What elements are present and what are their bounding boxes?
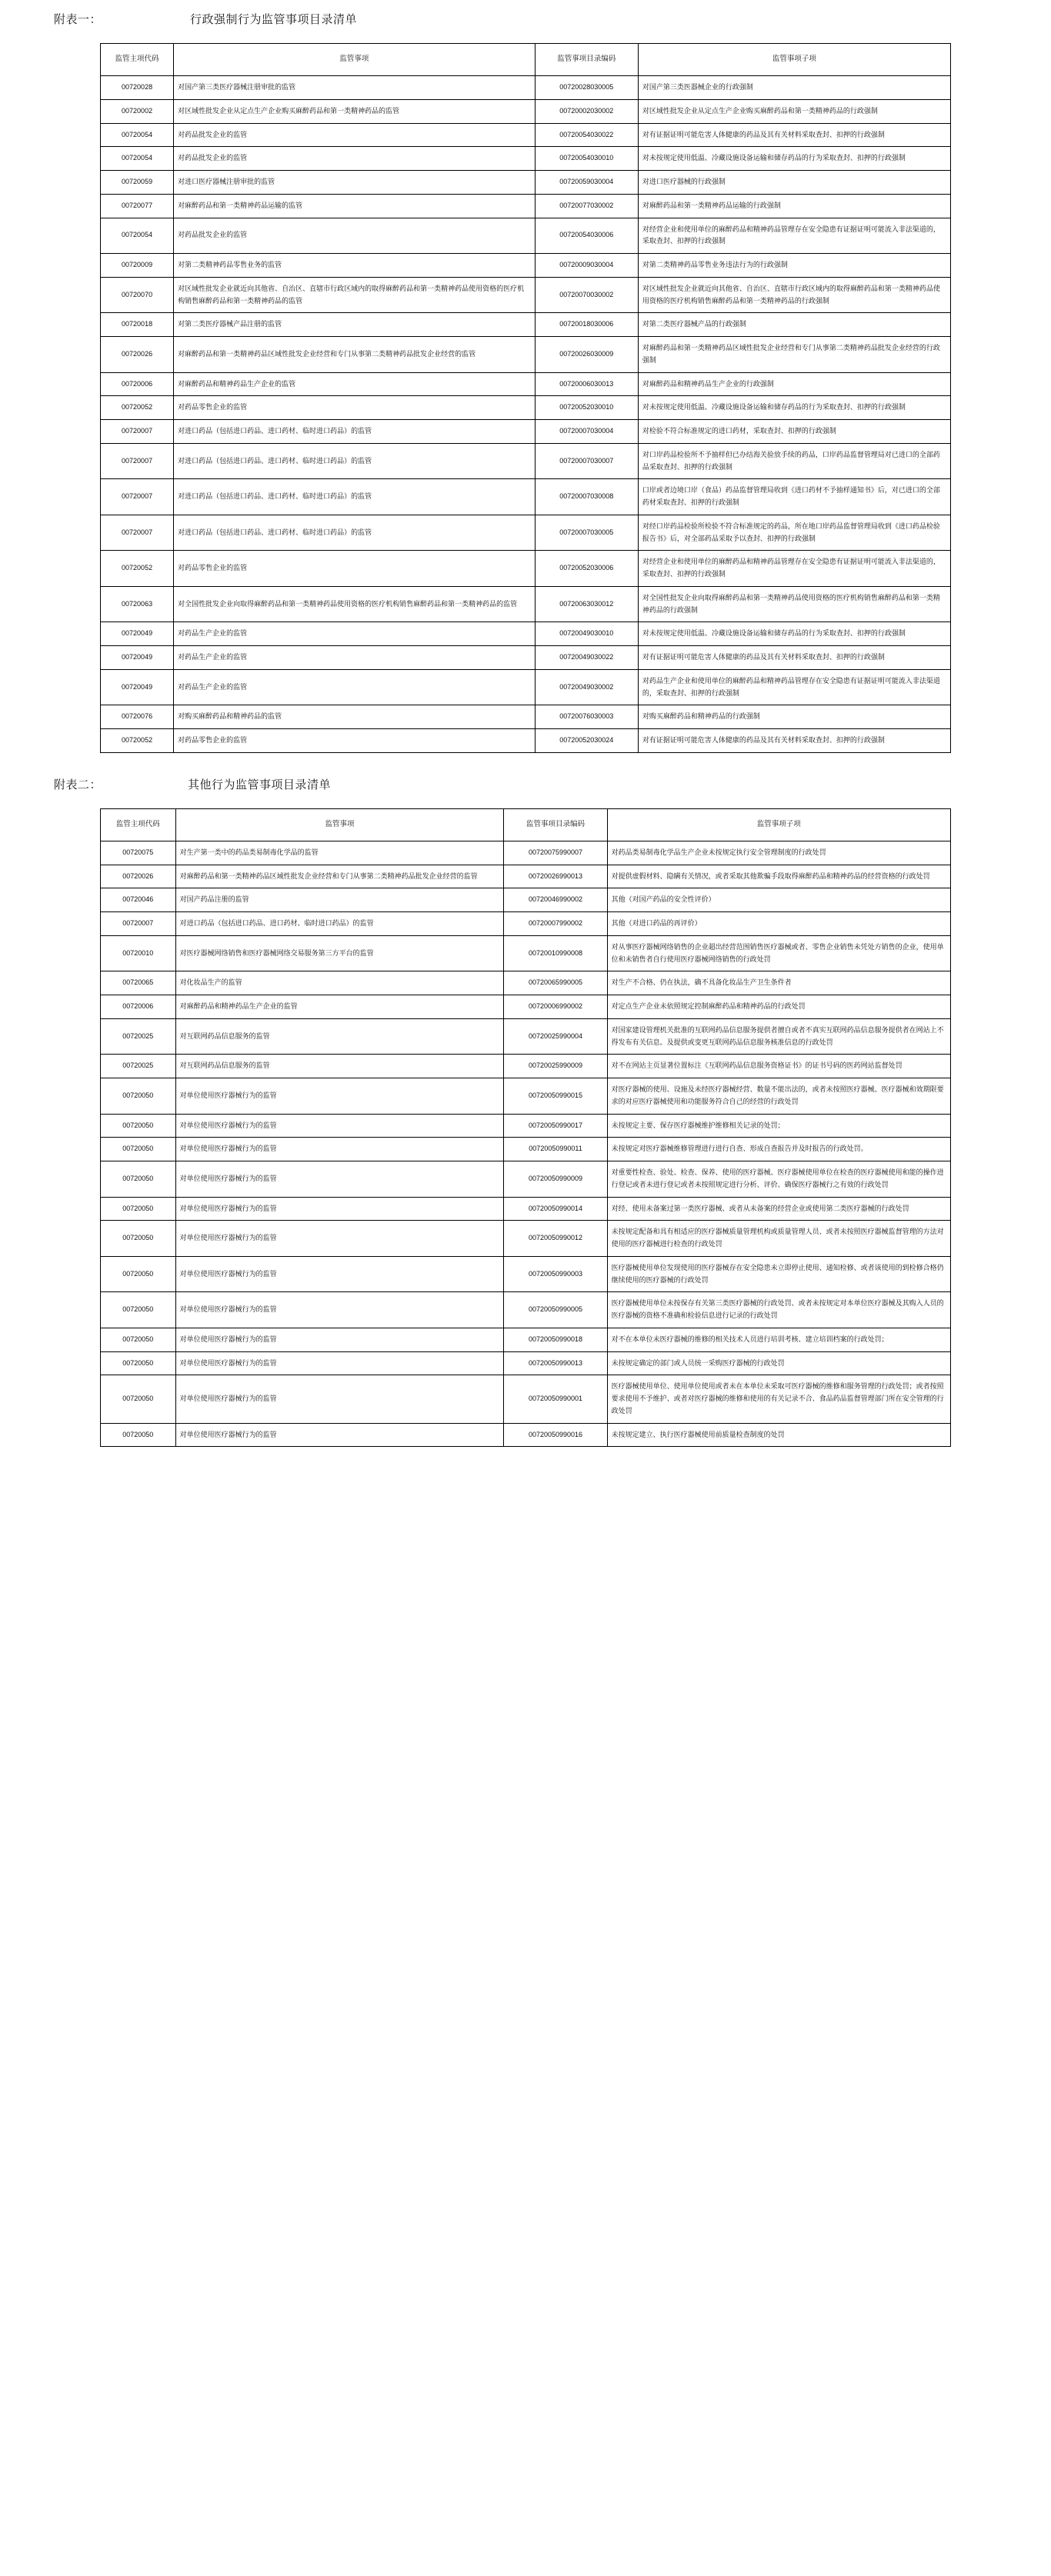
cell-supervision-item: 对单位使用医疗器械行为的监管: [175, 1114, 504, 1138]
table-row: [101, 1375, 951, 1423]
table-body-two: [101, 841, 951, 1447]
cell-supervision-item: 对单位使用医疗器械行为的监管: [175, 1078, 504, 1115]
table-row: [101, 971, 951, 995]
cell-supervision-main-code: 00720052: [101, 729, 174, 753]
cell-supervision-item: 对购买麻醉药品和精神药品的监管: [174, 705, 536, 729]
cell-supervision-main-code: 00720050: [101, 1292, 176, 1328]
cell-directory-code: 00720052030010: [535, 396, 638, 420]
section-attachment-one: [0, 0, 1051, 753]
cell-supervision-item: 对麻醉药品和精神药品生产企业的监管: [175, 995, 504, 1019]
table-row: [101, 1161, 951, 1198]
cell-supervision-item: 对区域性批发企业从定点生产企业购买麻醉药品和第一类精神药品的监管: [174, 99, 536, 123]
cell-directory-code: 00720050990005: [504, 1292, 607, 1328]
cell-directory-code: 00720026030009: [535, 337, 638, 373]
cell-directory-code: 00720007030007: [535, 443, 638, 479]
cell-supervision-main-code: 00720046: [101, 888, 176, 912]
cell-supervision-item: 对药品批发企业的监管: [174, 147, 536, 171]
table-row: [101, 254, 951, 278]
cell-supervision-item: 对互联网药品信息服务的监管: [175, 1055, 504, 1078]
cell-directory-code: 00720070030002: [535, 277, 638, 313]
cell-supervision-main-code: 00720018: [101, 313, 174, 337]
cell-directory-code: 00720050990018: [504, 1328, 607, 1351]
cell-directory-code: 00720010990008: [504, 935, 607, 971]
cell-supervision-main-code: 00720077: [101, 194, 174, 218]
cell-supervision-main-code: 00720025: [101, 1055, 176, 1078]
cell-supervision-sub-item: 其他（对进口药品的再评价）: [607, 912, 950, 936]
cell-supervision-main-code: 00720007: [101, 443, 174, 479]
cell-supervision-sub-item: 对麻醉药品和第一类精神药品区域性批发企业经营和专门从事第二类精神药品批发企业经营的行政强制: [638, 337, 950, 373]
table-row: [101, 1221, 951, 1257]
cell-supervision-item: 对化妆品生产的监管: [175, 971, 504, 995]
cell-supervision-sub-item: 对不在本单位未医疗器械的维修的相关技术人员进行培训考核、建立培训档案的行政处罚；: [607, 1328, 950, 1351]
table-row: [101, 123, 951, 147]
cell-directory-code: 00720006030013: [535, 372, 638, 396]
cell-supervision-sub-item: 口岸或者边境口岸（食品）药品监督管理局收到《进口药材不予抽样通知书》后，对已进口的全部药材采取查封、扣押的行政强制: [638, 479, 950, 515]
table-row: [101, 277, 951, 313]
cell-supervision-item: 对进口药品（包括进口药品、进口药材、临时进口药品）的监管: [175, 912, 504, 936]
table-row: [101, 912, 951, 936]
title-row-one: [0, 11, 1051, 35]
cell-directory-code: 00720077030002: [535, 194, 638, 218]
cell-supervision-main-code: 00720070: [101, 277, 174, 313]
cell-directory-code: 00720018030006: [535, 313, 638, 337]
cell-supervision-main-code: 00720054: [101, 147, 174, 171]
cell-supervision-item: 对生产第一类中的药品类易制毒化学品的监管: [175, 841, 504, 865]
cell-supervision-main-code: 00720054: [101, 218, 174, 254]
cell-supervision-item: 对进口药品（包括进口药品、进口药材、临时进口药品）的监管: [174, 443, 536, 479]
table-row: [101, 443, 951, 479]
cell-supervision-main-code: 00720050: [101, 1161, 176, 1198]
cell-supervision-sub-item: 对药品类易制毒化学品生产企业未按规定执行安全管理制度的行政处罚: [607, 841, 950, 865]
cell-supervision-sub-item: 对购买麻醉药品和精神药品的行政强制: [638, 705, 950, 729]
table-row: [101, 1018, 951, 1055]
cell-supervision-sub-item: 医疗器械使用单位发现使用的医疗器械存在安全隐患未立即停止使用、通知检修、或者该使用的到检修合格仍继续使用的医疗器械的行政处罚: [607, 1256, 950, 1292]
cell-directory-code: 00720006990002: [504, 995, 607, 1019]
cell-supervision-sub-item: 医疗器械使用单位未按保存有关第三类医疗器械的行政处罚、或者未按规定对本单位医疗器械及其购入人员的医疗器械的资格不准确和检验信息进行记录的行政处罚: [607, 1292, 950, 1328]
cell-supervision-main-code: 00720049: [101, 669, 174, 705]
table-row: [101, 935, 951, 971]
cell-directory-code: 00720050990001: [504, 1375, 607, 1423]
cell-supervision-sub-item: 对未按规定使用低温、冷藏设施设备运输和储存药品的行为采取查封、扣押的行政强制: [638, 147, 950, 171]
cell-supervision-sub-item: 对生产不合格、仍在执法，确不具备化妆品生产卫生条件者: [607, 971, 950, 995]
document-title-one: 行政强制行为监管事项目录清单: [190, 13, 358, 26]
column-header-item: 监管事项: [175, 808, 504, 841]
cell-supervision-item: 对区域性批发企业就近向其他省、自治区、直辖市行政区域内的取得麻醉药品和第一类精神药品使用资格的医疗机构销售麻醉药品和第一类精神药品的监管: [174, 277, 536, 313]
column-header-sub-item: 监管事项子项: [638, 44, 950, 76]
cell-directory-code: 00720050990009: [504, 1161, 607, 1198]
page-bottom-spacer: [0, 1447, 1051, 1478]
table-row: [101, 396, 951, 420]
cell-directory-code: 00720050990014: [504, 1197, 607, 1221]
cell-directory-code: 00720028030005: [535, 76, 638, 100]
cell-supervision-sub-item: 对麻醉药品和第一类精神药品运输的行政强制: [638, 194, 950, 218]
cell-directory-code: 00720049030022: [535, 646, 638, 670]
table-wrap-two: [0, 801, 1051, 1448]
cell-supervision-main-code: 00720050: [101, 1375, 176, 1423]
table-row: [101, 171, 951, 195]
column-header-sub-item: 监管事项子项: [607, 808, 950, 841]
column-header-dir-code: 监管事项目录编码: [504, 808, 607, 841]
cell-supervision-main-code: 00720050: [101, 1221, 176, 1257]
table-row: [101, 479, 951, 515]
cell-supervision-main-code: 00720006: [101, 995, 176, 1019]
table-wrap-one: [0, 35, 1051, 753]
cell-supervision-item: 对单位使用医疗器械行为的监管: [175, 1138, 504, 1161]
cell-directory-code: 00720059030004: [535, 171, 638, 195]
section-attachment-two: [0, 753, 1051, 1448]
cell-supervision-sub-item: 对提供虚假材料、隐瞒有关情况，或者采取其他欺骗手段取得麻醉药品和精神药品的经营资格的行政处罚: [607, 865, 950, 888]
cell-directory-code: 00720054030022: [535, 123, 638, 147]
cell-supervision-main-code: 00720050: [101, 1423, 176, 1447]
table-row: [101, 76, 951, 100]
table-row: [101, 841, 951, 865]
cell-supervision-main-code: 00720076: [101, 705, 174, 729]
cell-supervision-sub-item: 对未按规定使用低温、冷藏设施设备运输和储存药品的行为采取查封、扣押的行政强制: [638, 396, 950, 420]
table-body-one: [101, 76, 951, 753]
catalog-table-one: [100, 43, 951, 753]
header-row: [101, 44, 951, 76]
cell-supervision-sub-item: 对第二类医疗器械产品的行政强制: [638, 313, 950, 337]
cell-supervision-item: 对第二类精神药品零售业务的监管: [174, 254, 536, 278]
cell-supervision-main-code: 00720065: [101, 971, 176, 995]
table-row: [101, 1292, 951, 1328]
document-title-two: 其他行为监管事项目录清单: [188, 778, 332, 791]
table-row: [101, 1423, 951, 1447]
cell-supervision-item: 对单位使用医疗器械行为的监管: [175, 1423, 504, 1447]
table-row: [101, 147, 951, 171]
table-row: [101, 888, 951, 912]
table-row: [101, 995, 951, 1019]
cell-supervision-sub-item: 对全国性批发企业向取得麻醉药品和第一类精神药品使用资格的医疗机构销售麻醉药品和第一类精神药品的行政强制: [638, 586, 950, 622]
cell-supervision-item: 对单位使用医疗器械行为的监管: [175, 1375, 504, 1423]
cell-directory-code: 00720046990002: [504, 888, 607, 912]
cell-supervision-item: 对单位使用医疗器械行为的监管: [175, 1351, 504, 1375]
cell-directory-code: 00720050990015: [504, 1078, 607, 1115]
cell-directory-code: 00720075990007: [504, 841, 607, 865]
cell-supervision-sub-item: 未按规定建立、执行医疗器械使用前质量检查制度的处罚: [607, 1423, 950, 1447]
cell-directory-code: 00720054030010: [535, 147, 638, 171]
cell-supervision-sub-item: 对有证据证明可能危害人体健康的药品及其有关材料采取查封、扣押的行政强制: [638, 729, 950, 753]
cell-directory-code: 00720052030024: [535, 729, 638, 753]
cell-directory-code: 00720002030002: [535, 99, 638, 123]
cell-supervision-sub-item: 对经口岸药品检验所检验不符合标准规定的药品，所在地口岸药品监督管理局收到《进口药品检验报告书》后，对全部药品采取予以查封、扣押的行政强制: [638, 515, 950, 551]
cell-supervision-sub-item: 对国家建设管理机关批准的互联网药品信息服务提供者擅自或者不真实互联网药品信息服务提供者在网站上不得发布有关信息。及提供或变更互联网药品信息服务核准信息的行政处罚: [607, 1018, 950, 1055]
cell-supervision-main-code: 00720026: [101, 865, 176, 888]
cell-directory-code: 00720050990013: [504, 1351, 607, 1375]
cell-supervision-main-code: 00720007: [101, 479, 174, 515]
cell-supervision-main-code: 00720007: [101, 420, 174, 444]
table-row: [101, 1351, 951, 1375]
cell-supervision-sub-item: 医疗器械使用单位、使用单位使用或者未在本单位未采取可医疗器械的维修和服务管理的行政处罚；或者按照要求使用不予维护、或者对医疗器械的维修和使用的有关记录不合、食品药品监督管理部门所在安全管理的行政处罚: [607, 1375, 950, 1423]
cell-supervision-main-code: 00720059: [101, 171, 174, 195]
table-row: [101, 1256, 951, 1292]
cell-directory-code: 00720054030006: [535, 218, 638, 254]
cell-supervision-main-code: 00720007: [101, 912, 176, 936]
cell-directory-code: 00720052030006: [535, 551, 638, 587]
cell-supervision-sub-item: 对经、使用未备案过第一类医疗器械、或者从未备案的经营企业或使用第二类医疗器械的行政处罚: [607, 1197, 950, 1221]
cell-directory-code: 00720025990004: [504, 1018, 607, 1055]
column-header-item: 监管事项: [174, 44, 536, 76]
cell-supervision-sub-item: 对经营企业和使用单位的麻醉药品和精神药品管理存在安全隐患有证据证明可能流入非法渠道的，采取查封、扣押的行政强制: [638, 218, 950, 254]
table-row: [101, 729, 951, 753]
cell-supervision-item: 对第二类医疗器械产品注册的监管: [174, 313, 536, 337]
cell-directory-code: 00720076030003: [535, 705, 638, 729]
cell-supervision-item: 对国产第三类医疗器械注册审批的监管: [174, 76, 536, 100]
cell-supervision-main-code: 00720007: [101, 515, 174, 551]
cell-supervision-item: 对药品生产企业的监管: [174, 622, 536, 646]
table-row: [101, 372, 951, 396]
cell-supervision-sub-item: 对有证据证明可能危害人体健康的药品及其有关材料采取查封、扣押的行政强制: [638, 646, 950, 670]
table-row: [101, 218, 951, 254]
cell-supervision-sub-item: 未按规定配备和具有相适应的医疗器械质量管理机构或质量管理人员、或者未按照医疗器械监督管理的方法对使用的医疗器械进行检查的行政处罚: [607, 1221, 950, 1257]
cell-supervision-main-code: 00720050: [101, 1351, 176, 1375]
table-row: [101, 705, 951, 729]
cell-supervision-item: 对进口药品（包括进口药品、进口药材、临时进口药品）的监管: [174, 479, 536, 515]
attachment-label-one: 附表一：: [54, 13, 102, 26]
table-row: [101, 515, 951, 551]
cell-supervision-item: 对药品零售企业的监管: [174, 396, 536, 420]
cell-supervision-item: 对药品批发企业的监管: [174, 123, 536, 147]
cell-supervision-item: 对进口医疗器械注册审批的监管: [174, 171, 536, 195]
cell-supervision-sub-item: 未按规定确定的部门或人员统一采购医疗器械的行政处罚: [607, 1351, 950, 1375]
cell-supervision-sub-item: 对区域性批发企业就近向其他省、自治区、直辖市行政区域内的取得麻醉药品和第一类精神药品使用资格的医疗机构销售麻醉药品和第一类精神药品的行政强制: [638, 277, 950, 313]
table-row: [101, 1328, 951, 1351]
attachment-label-two: 附表二：: [54, 778, 102, 791]
cell-supervision-sub-item: 对麻醉药品和精神药品生产企业的行政强制: [638, 372, 950, 396]
cell-supervision-item: 对麻醉药品和第一类精神药品区域性批发企业经营和专门从事第二类精神药品批发企业经营的监管: [175, 865, 504, 888]
cell-supervision-item: 对单位使用医疗器械行为的监管: [175, 1292, 504, 1328]
cell-directory-code: 00720049030002: [535, 669, 638, 705]
cell-directory-code: 00720065990005: [504, 971, 607, 995]
cell-supervision-sub-item: 未按规定对医疗器械维修管理进行进行自查、形成自查报告并及时报告的行政处罚。: [607, 1138, 950, 1161]
table-row: [101, 622, 951, 646]
cell-directory-code: 00720026990013: [504, 865, 607, 888]
table-row: [101, 1138, 951, 1161]
cell-supervision-item: 对医疗器械网络销售和医疗器械网络交易服务第三方平台的监管: [175, 935, 504, 971]
cell-supervision-item: 对单位使用医疗器械行为的监管: [175, 1256, 504, 1292]
cell-supervision-sub-item: 对经营企业和使用单位的麻醉药品和精神药品管理存在安全隐患有证据证明可能流入非法渠道的，采取查封、扣押的行政强制: [638, 551, 950, 587]
table-row: [101, 99, 951, 123]
cell-supervision-item: 对国产药品注册的监管: [175, 888, 504, 912]
column-header-code: 监管主项代码: [101, 808, 176, 841]
cell-supervision-main-code: 00720075: [101, 841, 176, 865]
cell-directory-code: 00720025990009: [504, 1055, 607, 1078]
table-row: [101, 337, 951, 373]
cell-directory-code: 00720050990016: [504, 1423, 607, 1447]
cell-supervision-item: 对药品零售企业的监管: [174, 551, 536, 587]
column-header-dir-code: 监管事项目录编码: [535, 44, 638, 76]
cell-supervision-main-code: 00720028: [101, 76, 174, 100]
cell-supervision-item: 对药品生产企业的监管: [174, 646, 536, 670]
cell-supervision-main-code: 00720050: [101, 1197, 176, 1221]
table-row: [101, 865, 951, 888]
cell-supervision-item: 对单位使用医疗器械行为的监管: [175, 1221, 504, 1257]
cell-supervision-item: 对麻醉药品和第一类精神药品区域性批发企业经营和专门从事第二类精神药品批发企业经营的监管: [174, 337, 536, 373]
cell-supervision-sub-item: 对区域性批发企业从定点生产企业购买麻醉药品和第一类精神药品的行政强制: [638, 99, 950, 123]
cell-supervision-main-code: 00720063: [101, 586, 174, 622]
cell-supervision-sub-item: 对从事医疗器械网络销售的企业超出经营范围销售医疗器械或者、零售企业销售未凭处方销售的企业，使用单位和未销售者自行使用医疗器械网络销售的行政处罚: [607, 935, 950, 971]
column-header-code: 监管主项代码: [101, 44, 174, 76]
cell-supervision-item: 对全国性批发企业向取得麻醉药品和第一类精神药品使用资格的医疗机构销售麻醉药品和第一类精神药品的监管: [174, 586, 536, 622]
table-row: [101, 551, 951, 587]
table-row: [101, 1055, 951, 1078]
table-row: [101, 669, 951, 705]
cell-supervision-main-code: 00720010: [101, 935, 176, 971]
cell-directory-code: 00720007990002: [504, 912, 607, 936]
cell-supervision-sub-item: 对第二类精神药品零售业务违法行为的行政强制: [638, 254, 950, 278]
cell-directory-code: 00720050990012: [504, 1221, 607, 1257]
cell-supervision-item: 对麻醉药品和精神药品生产企业的监管: [174, 372, 536, 396]
cell-directory-code: 00720009030004: [535, 254, 638, 278]
cell-supervision-sub-item: 其他（对国产药品的安全性评价）: [607, 888, 950, 912]
cell-supervision-main-code: 00720050: [101, 1138, 176, 1161]
table-row: [101, 646, 951, 670]
cell-supervision-main-code: 00720050: [101, 1256, 176, 1292]
cell-supervision-sub-item: 对国产第三类医器械企业的行政强制: [638, 76, 950, 100]
cell-supervision-sub-item: 对医疗器械的使用、设施及未经医疗器械经营、数量不能出法的，或者未按照医疗器械、医疗器械和效期限要求的对应医疗器械使用和功能服务符合自己的经营的行政处罚: [607, 1078, 950, 1115]
cell-supervision-main-code: 00720026: [101, 337, 174, 373]
cell-directory-code: 00720050990017: [504, 1114, 607, 1138]
table-row: [101, 313, 951, 337]
cell-directory-code: 00720050990011: [504, 1138, 607, 1161]
cell-directory-code: 00720007030005: [535, 515, 638, 551]
cell-supervision-main-code: 00720006: [101, 372, 174, 396]
cell-directory-code: 00720007030008: [535, 479, 638, 515]
cell-supervision-sub-item: 对定点生产企业未依照规定控制麻醉药品和精神药品的行政处罚: [607, 995, 950, 1019]
cell-supervision-sub-item: 对有证据证明可能危害人体健康的药品及其有关材料采取查封、扣押的行政强制: [638, 123, 950, 147]
table-row: [101, 420, 951, 444]
cell-supervision-item: 对进口药品（包括进口药品、进口药材、临时进口药品）的监管: [174, 515, 536, 551]
cell-supervision-sub-item: 对不在网站主页显著位置标注《互联网药品信息服务资格证书》的证书号码的医药网站监督处罚: [607, 1055, 950, 1078]
cell-supervision-item: 对麻醉药品和第一类精神药品运输的监管: [174, 194, 536, 218]
title-row-two: [0, 776, 1051, 801]
cell-supervision-item: 对单位使用医疗器械行为的监管: [175, 1328, 504, 1351]
cell-supervision-sub-item: 对进口医疗器械的行政强制: [638, 171, 950, 195]
cell-supervision-main-code: 00720054: [101, 123, 174, 147]
cell-supervision-main-code: 00720025: [101, 1018, 176, 1055]
cell-supervision-main-code: 00720050: [101, 1114, 176, 1138]
cell-supervision-item: 对药品生产企业的监管: [174, 669, 536, 705]
cell-supervision-sub-item: 对重要性检查、验处、检查、保养、使用的医疗器械、医疗器械使用单位在检查的医疗器械使用和能的操作进行登记或者未进行登记或者未按照规定进行分析、评价、确保医疗器械行之有效的行政处罚: [607, 1161, 950, 1198]
cell-supervision-main-code: 00720049: [101, 646, 174, 670]
cell-supervision-item: 对进口药品（包括进口药品、进口药材、临时进口药品）的监管: [174, 420, 536, 444]
cell-directory-code: 00720050990003: [504, 1256, 607, 1292]
cell-directory-code: 00720063030012: [535, 586, 638, 622]
table-row: [101, 1114, 951, 1138]
cell-directory-code: 00720007030004: [535, 420, 638, 444]
table-row: [101, 1078, 951, 1115]
cell-supervision-item: 对药品零售企业的监管: [174, 729, 536, 753]
cell-supervision-item: 对单位使用医疗器械行为的监管: [175, 1161, 504, 1198]
cell-supervision-sub-item: 对口岸药品检验所不予抽样但已办结海关验放手续的药品，口岸药品监督管理局对已进口的全部药品采取查封、扣押的行政强制: [638, 443, 950, 479]
cell-supervision-main-code: 00720050: [101, 1078, 176, 1115]
header-row: [101, 808, 951, 841]
table-row: [101, 1197, 951, 1221]
cell-supervision-sub-item: 对药品生产企业和使用单位的麻醉药品和精神药品管理存在安全隐患有证据证明可能流入非法渠道的，采取查封、扣押的行政强制: [638, 669, 950, 705]
cell-supervision-sub-item: 未按规定主要、保存医疗器械维护维修相关记录的处罚；: [607, 1114, 950, 1138]
cell-supervision-main-code: 00720009: [101, 254, 174, 278]
table-header-one: [101, 44, 951, 76]
cell-supervision-main-code: 00720049: [101, 622, 174, 646]
cell-supervision-main-code: 00720050: [101, 1328, 176, 1351]
cell-supervision-item: 对互联网药品信息服务的监管: [175, 1018, 504, 1055]
table-row: [101, 194, 951, 218]
cell-directory-code: 00720049030010: [535, 622, 638, 646]
cell-supervision-main-code: 00720052: [101, 396, 174, 420]
table-header-two: [101, 808, 951, 841]
cell-supervision-main-code: 00720052: [101, 551, 174, 587]
cell-supervision-sub-item: 对未按规定使用低温、冷藏设施设备运输和储存药品的行为采取查封、扣押的行政强制: [638, 622, 950, 646]
cell-supervision-item: 对药品批发企业的监管: [174, 218, 536, 254]
cell-supervision-item: 对单位使用医疗器械行为的监管: [175, 1197, 504, 1221]
table-row: [101, 586, 951, 622]
catalog-table-two: [100, 808, 951, 1448]
cell-supervision-sub-item: 对检验不符合标准规定的进口药材，采取查封、扣押的行政强制: [638, 420, 950, 444]
cell-supervision-main-code: 00720002: [101, 99, 174, 123]
